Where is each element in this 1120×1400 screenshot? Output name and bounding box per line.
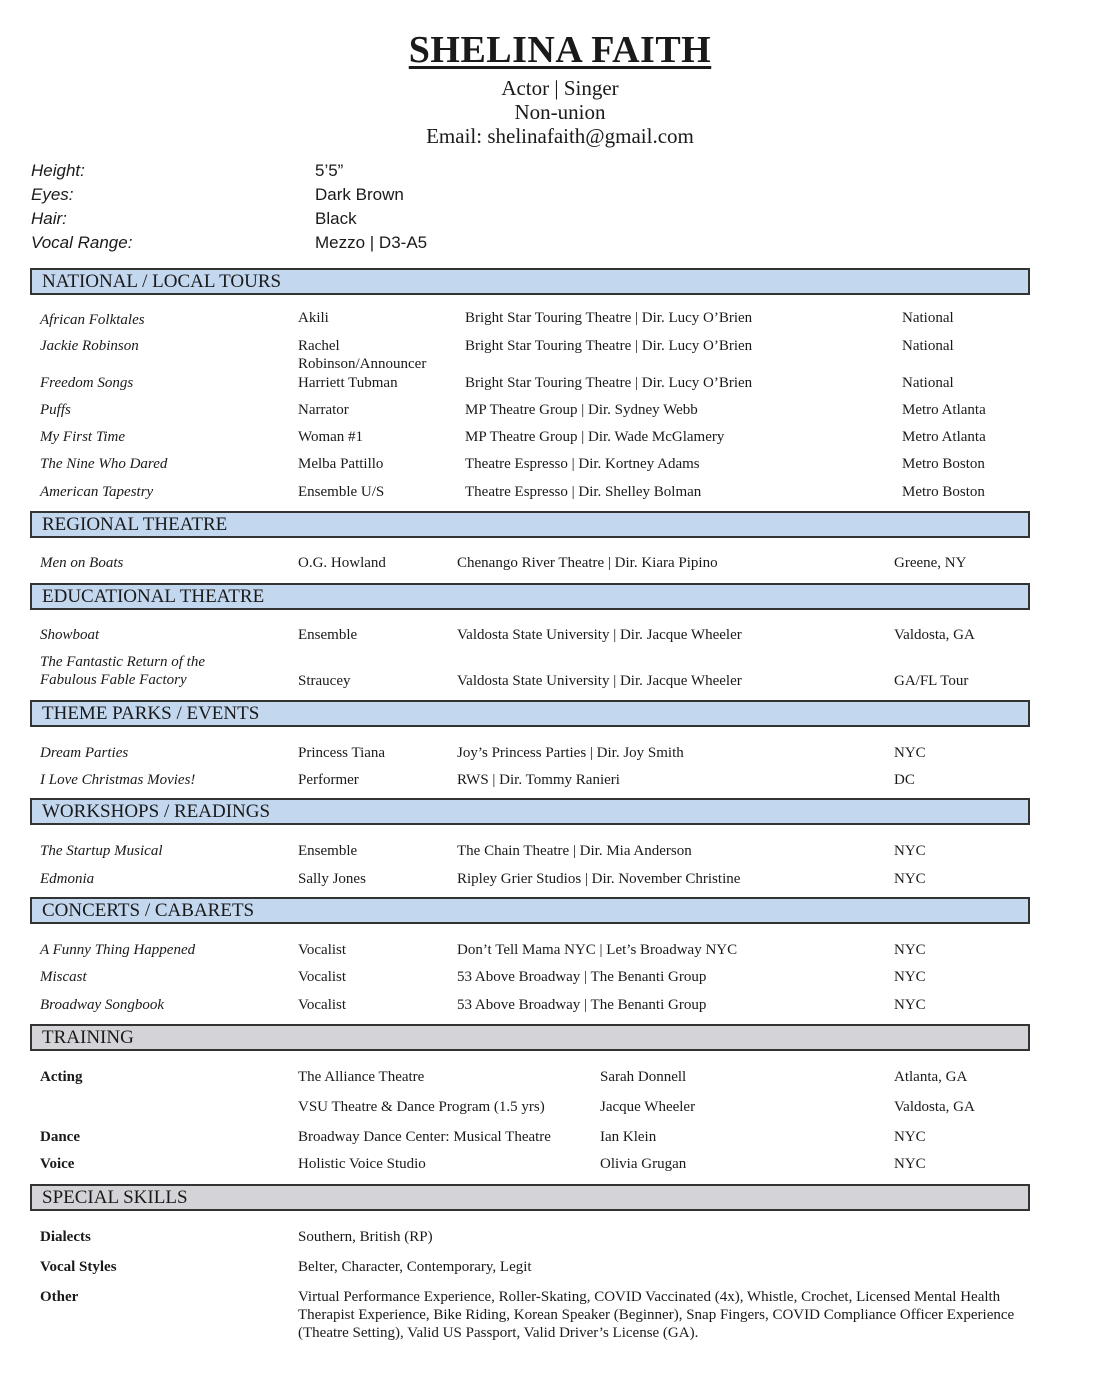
credit-company: MP Theatre Group | Dir. Sydney Webb — [465, 402, 698, 418]
credit-show: Miscast — [40, 969, 87, 985]
email-line: Email: shelinafaith@gmail.com — [426, 124, 694, 148]
skill-detail: Southern, British (RP) — [298, 1229, 433, 1245]
credit-location: National — [902, 310, 954, 326]
credit-location: NYC — [894, 942, 926, 958]
credit-role: Ensemble U/S — [298, 484, 385, 500]
credit-role: Ensemble — [298, 843, 358, 859]
credit-role: Ensemble — [298, 627, 358, 643]
section-title: CONCERTS / CABARETS — [42, 900, 255, 921]
credit-role: Performer — [298, 772, 359, 788]
credit-company: Bright Star Touring Theatre | Dir. Lucy O’Brien — [465, 338, 753, 354]
vocal-range-value: Mezzo | D3-A5 — [315, 233, 428, 252]
credit-show: My First Time — [40, 429, 125, 445]
training-school: Holistic Voice Studio — [298, 1156, 426, 1172]
credit-company: Bright Star Touring Theatre | Dir. Lucy O’Brien — [465, 310, 753, 326]
credit-location: Metro Boston — [902, 484, 985, 500]
credit-company: Ripley Grier Studios | Dir. November Christine — [457, 871, 741, 887]
credit-show: Jackie Robinson — [40, 338, 139, 354]
credit-location: NYC — [894, 871, 926, 887]
credit-show: The Fantastic Return of the Fabulous Fable Factory — [40, 654, 205, 688]
credit-location: NYC — [894, 969, 926, 985]
credit-show: A Funny Thing Happened — [40, 942, 196, 958]
credit-role: Vocalist — [298, 997, 347, 1013]
roles-line: Actor | Singer — [501, 76, 619, 100]
training-teacher: Olivia Grugan — [600, 1156, 687, 1172]
skill-category: Dialects — [40, 1229, 91, 1245]
training-location: NYC — [894, 1156, 926, 1172]
credit-location: Metro Boston — [902, 456, 985, 472]
credit-company: 53 Above Broadway | The Benanti Group — [457, 969, 707, 985]
section-header-training — [30, 1024, 1030, 1051]
section-header-tours — [30, 268, 1030, 295]
credit-show: Puffs — [40, 402, 71, 418]
hair-label: Hair: — [31, 209, 67, 228]
training-teacher: Jacque Wheeler — [600, 1099, 696, 1115]
section-header-special-skills — [30, 1184, 1030, 1211]
section-header-theme-parks — [30, 700, 1030, 727]
actor-name: SHELINA FAITH — [408, 29, 712, 71]
credit-company: MP Theatre Group | Dir. Wade McGlamery — [465, 429, 725, 445]
skill-detail: Virtual Performance Experience, Roller-Skating, COVID Vaccinated (4x), Whistle, Crochet, Licensed Mental Health Therapist Experience, Bike Riding, Korean Speaker (Beginner), Snap Fingers, COVID Compliance Officer Experience (Theatre Setting), Valid US Passport, Valid Driver’s License (GA). — [298, 1289, 1015, 1341]
credit-show: American Tapestry — [40, 484, 154, 500]
vocal-range-label: Vocal Range: — [31, 233, 133, 252]
credit-location: NYC — [894, 745, 926, 761]
credit-show: Edmonia — [40, 871, 95, 887]
section-title: NATIONAL / LOCAL TOURS — [42, 271, 282, 292]
credit-location: NYC — [894, 843, 926, 859]
credit-role: Woman #1 — [298, 429, 364, 445]
training-category: Acting — [40, 1069, 83, 1085]
credit-company: The Chain Theatre | Dir. Mia Anderson — [457, 843, 692, 859]
skill-category: Other — [40, 1289, 79, 1305]
training-category: Voice — [40, 1156, 75, 1172]
eyes-value: Dark Brown — [315, 185, 404, 204]
credit-show: Broadway Songbook — [40, 997, 165, 1013]
union-status: Non-union — [514, 100, 606, 124]
section-header-concerts — [30, 897, 1030, 924]
credit-company: Valdosta State University | Dir. Jacque Wheeler — [457, 673, 742, 689]
section-title: EDUCATIONAL THEATRE — [42, 586, 265, 607]
training-teacher: Ian Klein — [600, 1129, 657, 1145]
credit-location: GA/FL Tour — [894, 673, 969, 689]
credit-company: Chenango River Theatre | Dir. Kiara Pipino — [457, 555, 718, 571]
credit-show: Showboat — [40, 627, 100, 643]
credit-role: Sally Jones — [298, 871, 366, 887]
credit-role: Rachel Robinson/Announcer — [298, 338, 427, 372]
credit-role: Narrator — [298, 402, 349, 418]
credit-company: Valdosta State University | Dir. Jacque Wheeler — [457, 627, 742, 643]
eyes-label: Eyes: — [31, 185, 74, 204]
credit-location: Metro Atlanta — [902, 402, 986, 418]
hair-value: Black — [315, 209, 357, 228]
training-location: Atlanta, GA — [894, 1069, 968, 1085]
credit-company: Joy’s Princess Parties | Dir. Joy Smith — [457, 745, 684, 761]
credit-location: NYC — [894, 997, 926, 1013]
height-value: 5’5” — [315, 161, 344, 180]
training-school: Broadway Dance Center: Musical Theatre — [298, 1129, 551, 1145]
credit-location: Metro Atlanta — [902, 429, 986, 445]
credit-company: Theatre Espresso | Dir. Shelley Bolman — [465, 484, 702, 500]
section-header-workshops — [30, 798, 1030, 825]
training-category: Dance — [40, 1129, 80, 1145]
credit-role: Princess Tiana — [298, 745, 386, 761]
skill-detail: Belter, Character, Contemporary, Legit — [298, 1259, 532, 1275]
section-title: TRAINING — [42, 1027, 134, 1048]
credit-location: Valdosta, GA — [894, 627, 975, 643]
section-title: SPECIAL SKILLS — [42, 1187, 188, 1208]
credit-company: Bright Star Touring Theatre | Dir. Lucy O’Brien — [465, 375, 753, 391]
credit-show: Dream Parties — [40, 745, 129, 761]
credit-role: O.G. Howland — [298, 555, 386, 571]
credit-role: Melba Pattillo — [298, 456, 384, 472]
section-header-educational — [30, 583, 1030, 610]
credit-show: The Startup Musical — [40, 843, 163, 859]
credit-show: Men on Boats — [40, 555, 124, 571]
credit-role: Vocalist — [298, 969, 347, 985]
credit-role: Harriett Tubman — [298, 375, 398, 391]
credit-location: DC — [894, 772, 915, 788]
training-location: Valdosta, GA — [894, 1099, 975, 1115]
section-title: THEME PARKS / EVENTS — [42, 703, 260, 724]
credit-location: National — [902, 375, 954, 391]
credit-role: Straucey — [298, 673, 351, 689]
section-header-regional — [30, 511, 1030, 538]
credit-show: I Love Christmas Movies! — [40, 772, 196, 788]
height-label: Height: — [31, 161, 85, 180]
credit-show: African Folktales — [40, 312, 145, 328]
credit-company: Theatre Espresso | Dir. Kortney Adams — [465, 456, 700, 472]
credit-role: Akili — [298, 310, 329, 326]
credit-show: Freedom Songs — [40, 375, 134, 391]
credit-location: National — [902, 338, 954, 354]
credit-location: Greene, NY — [894, 555, 967, 571]
training-teacher: Sarah Donnell — [600, 1069, 687, 1085]
section-title: WORKSHOPS / READINGS — [42, 801, 271, 822]
credit-show: The Nine Who Dared — [40, 456, 168, 472]
credit-company: RWS | Dir. Tommy Ranieri — [457, 772, 620, 788]
skill-category: Vocal Styles — [40, 1259, 117, 1275]
section-title: REGIONAL THEATRE — [42, 514, 228, 535]
training-school: VSU Theatre & Dance Program (1.5 yrs) — [298, 1099, 545, 1115]
credit-company: Don’t Tell Mama NYC | Let’s Broadway NYC — [457, 942, 738, 958]
training-location: NYC — [894, 1129, 926, 1145]
credit-company: 53 Above Broadway | The Benanti Group — [457, 997, 707, 1013]
credit-role: Vocalist — [298, 942, 347, 958]
training-school: The Alliance Theatre — [298, 1069, 425, 1085]
